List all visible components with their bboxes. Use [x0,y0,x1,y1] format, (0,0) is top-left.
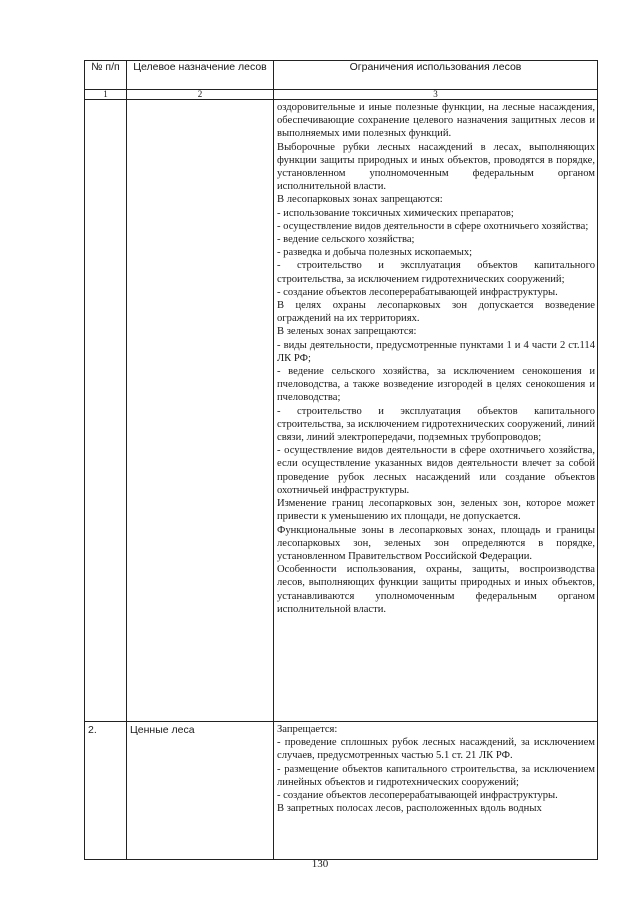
paragraph: Функциональные зоны в лесопарковых зонах, площадь и границы лесопарковых зон, зеленых зон определяются в порядке, установленном Правительством Российской Федерации. [277,524,595,562]
paragraph: В лесопарковых зонах запрещаются: [277,194,443,206]
row-number [85,100,127,722]
paragraph: - ведение сельского хозяйства, за исключением сенокошения и пчеловодства, а также возведение изгородей в целях сенокошения и пчеловодства; [277,366,595,404]
header-restrictions: Ограничения использования лесов [274,61,598,90]
column-number-row [85,90,598,100]
paragraph: Запрещается: [277,724,338,735]
document-page [84,60,597,860]
paragraph: - осуществление видов деятельности в сфере охотничьего хозяйства; [277,220,589,232]
row-restrictions [274,722,598,860]
paragraph: - разведка и добыча полезных ископаемых; [277,247,473,259]
paragraph: - ведение сельского хозяйства; [277,234,415,246]
paragraph: - использование токсичных химических препаратов; [277,207,514,219]
paragraph: - создание объектов лесоперерабатывающей инфраструктуры. [277,286,558,298]
paragraph: - осуществление видов деятельности в сфере охотничьего хозяйства, если осуществление указанных видов деятельности влечет за собой проведение рубок лесных насаждений или создание объектов охотничьей инфраструктуры. [277,445,595,496]
paragraph: Выборочные рубки лесных насаждений в лесах, выполняющих функции защиты природных и иных объектов, проводятся в порядке, установленном уполномоченным федеральным органом исполнительной власти. [277,141,595,193]
table-header-row [85,61,598,90]
paragraph: - создание объектов лесоперерабатывающей инфраструктуры. [277,790,558,802]
column-number-2: 2 [127,90,274,100]
restrictions-table [84,60,598,860]
paragraph: В целях охраны лесопарковых зон допускается возведение ограждений на их территориях. [277,300,595,325]
paragraph: - размещение объектов капитального строительства, за исключением линейных объектов и гидротехнических сооружений; [277,763,595,788]
paragraph: Изменение границ лесопарковых зон, зеленых зон, которое может привести к уменьшению их площади, не допускается. [277,498,595,523]
row-number: 2. [85,722,127,860]
column-number-1: 1 [85,90,127,100]
paragraph: В зеленых зонах запрещаются: [277,326,417,338]
paragraph: - строительство и эксплуатация объектов капитального строительства, за исключением гидротехнических сооружений, линий связи, линий электропередачи, подземных трубопроводов; [277,405,595,444]
paragraph: - строительство и эксплуатация объектов капитального строительства, за исключением гидротехнических сооружений; [277,260,595,285]
header-purpose: Целевое назначение лесов [127,61,274,90]
page-number: 130 [311,858,329,870]
header-num: № п/п [85,61,127,90]
row-restrictions [274,100,598,722]
paragraph: оздоровительные и иные полезные функции, на лесные насаждения, обеспечивающие сохранение целевого назначения защитных лесов и выполняемых ими полезных функций. [277,102,595,140]
table-row [85,722,598,860]
paragraph: - виды деятельности, предусмотренные пунктами 1 и 4 части 2 ст.114 ЛК РФ; [277,339,595,364]
table-row [85,100,598,722]
row-purpose [127,100,274,722]
row-purpose: Ценные леса [127,722,274,860]
paragraph: В запретных полосах лесов, расположенных вдоль водных [277,803,542,815]
paragraph: - проведение сплошных рубок лесных насаждений, за исключением случаев, предусмотренных частью 5.1 ст. 21 ЛК РФ. [277,737,595,762]
column-number-3: 3 [274,90,598,100]
paragraph: Особенности использования, охраны, защиты, воспроизводства лесов, выполняющих функции защиты природных и иных объектов, устанавливаются уполномоченным федеральным органом исполнительной власти. [277,564,595,615]
